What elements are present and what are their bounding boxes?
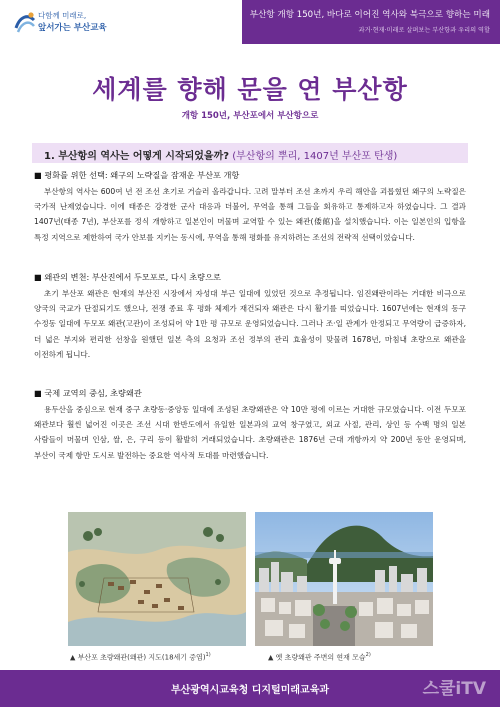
- right-caption-text: ▲ 옛 초량왜관 주변의 현재 모습: [268, 653, 366, 662]
- right-figure-caption: [268, 652, 371, 662]
- section-1-heading-bar: [32, 143, 468, 163]
- series-title: 부산항 개항 150년, 바다로 이어진 역사와 북극으로 향하는 미래: [249, 10, 490, 20]
- right-caption-footnote: 2): [365, 652, 371, 658]
- series-subtitle: 과거·현재·미래로 살펴보는 부산항과 우리의 역할: [358, 27, 490, 34]
- left-caption-footnote: 1): [205, 652, 211, 658]
- wave-logo-icon: [14, 10, 36, 34]
- choryang-waegwan-map-image: [68, 512, 246, 646]
- logo-slogan-line2: 앞서가는 부산교육: [38, 23, 107, 33]
- education-office-logo: [14, 8, 134, 38]
- broadcaster-watermark: 스쿨iTV: [422, 679, 486, 699]
- series-tag-banner: [242, 0, 500, 44]
- section-1-heading: [44, 147, 397, 162]
- logo-slogan-line1: 다함께 미래로,: [38, 11, 87, 20]
- city-harbor-photo: [255, 512, 433, 646]
- block-1-heading: ■ 평화를 위한 선택: 왜구의 노략질을 잠재운 부산포 개항: [34, 170, 240, 180]
- page-subtitle: 개항 150년, 부산포에서 부산항으로: [181, 111, 319, 121]
- section-1-question: 1. 부산항의 역사는 어떻게 시작되었을까?: [44, 151, 230, 162]
- historic-map-painting: [68, 512, 246, 646]
- modern-busan-photo: [255, 512, 433, 646]
- top-header: [0, 0, 500, 44]
- section-1-subheading: (부산항의 뿌리, 1407년 부산포 탄생): [229, 151, 398, 162]
- block-1-paragraph: 부산항의 역사는 600여 년 전 조선 초기로 거슬러 올라갑니다. 고려 말부터 조선 초까지 우리 해안을 괴롭혔던 왜구의 노략질은 국가적 난제였습니다. 이에 태종은 강경한 군사 대응과 더불어, 무역을 통해 그들을 회유하고 통제하고자 하였습니다. 그 결과 1407년(태종 7년), 부산포를 정식 개항하고 일본인이 머물며 교역할 수 있는 왜관(倭館)을 설치했습니다. 이는 일본인의 입항을 특정 지역으로 제한하여 국가 안보를 지키는 동시에, 무역을 통해 평화를 유지하려는 조선의 전략적 선택이었습니다.: [34, 187, 466, 242]
- block-2-heading: ■ 왜관의 변천: 부산진에서 두모포로, 다시 초량으로: [34, 272, 221, 282]
- footer-organization: 부산광역시교육청 디지털미래교육과: [170, 685, 330, 696]
- page-title: 세계를 향해 문을 연 부산항: [92, 75, 408, 104]
- block-3-heading: ■ 국제 교역의 중심, 초량왜관: [34, 388, 142, 398]
- left-figure-caption: [70, 652, 211, 662]
- left-caption-text: ▲ 부산포 초량왜관(왜관) 지도(18세기 중엽): [70, 653, 206, 662]
- block-3-paragraph: 용두산을 중심으로 현재 중구 초량동·중앙동 일대에 조성된 초량왜관은 약 10만 평에 이르는 거대한 규모였습니다. 이전 두모포 왜관보다 훨씬 넓어진 이곳은 조선 시대 한반도에서 유일한 일본과의 교역 창구였고, 외교 사절, 관리, 상인 등 수백 명의 일본 사람들이 머물며 인삼, 쌀, 은, 구리 등이 활발히 거래되었습니다. 초량왜관은 1876년 근대 개항까지 약 200년 동안 운영되며, 부산이 국제 항만 도시로 발전하는 중요한 역사적 토대를 마련했습니다.: [34, 405, 466, 460]
- block-2-paragraph: 초기 부산포 왜관은 현재의 부산진 시장에서 자성대 부근 일대에 있었던 것으로 추정됩니다. 임진왜란이라는 거대한 비극으로 양국의 국교가 단절되기도 했으나, 전쟁 종료 후 평화 체제가 재건되자 왜관은 다시 활기를 띠었습니다. 1607년에는 현재의 동구 수정동 일대에 두모포 왜관(고관)이 조성되어 약 1만 평 규모로 운영되었습니다. 그러나 조·일 관계가 안정되고 무역량이 급증하자, 더 넓은 부지와 편리한 선창을 원했던 일본 측의 요청과 조선 정부의 관리 효율성이 맞물려 1678년, 마침내 초량으로 왜관을 이전하게 됩니다.: [34, 289, 466, 359]
